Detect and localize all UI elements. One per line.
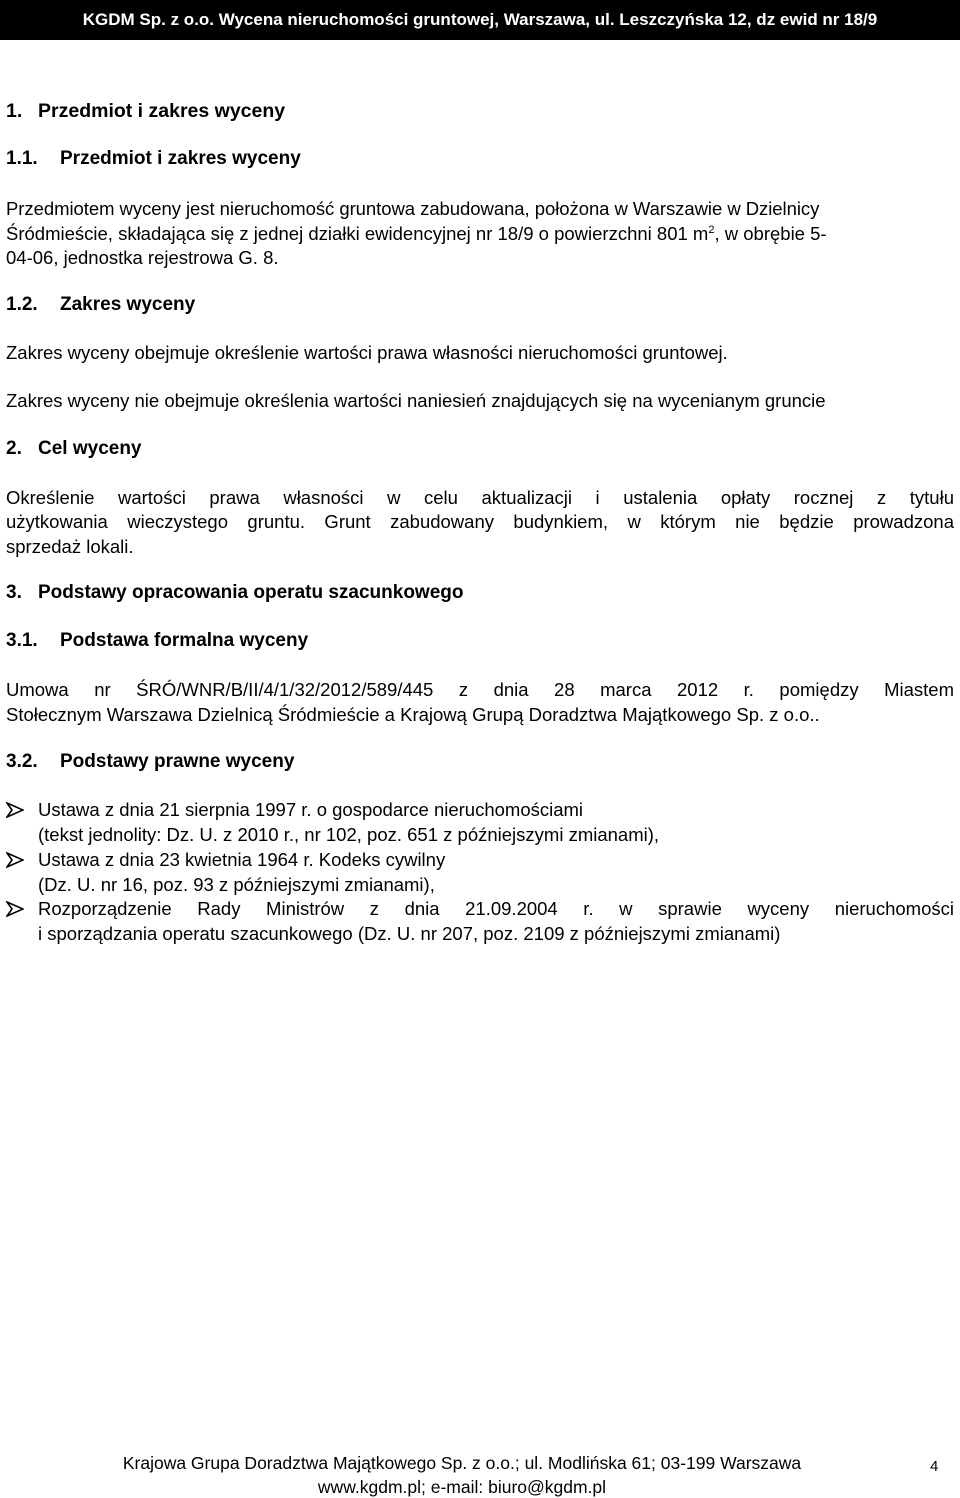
header-text: KGDM Sp. z o.o. Wycena nieruchomości gruntowej, Warszawa, ul. Leszczyńska 12, dz ewid nr 18/9 <box>82 10 878 29</box>
section-2-line-3: sprzedaż lokali. <box>6 536 134 557</box>
legal-basis-item-3-line-2: i sporządzania operatu szacunkowego (Dz. U. nr 207, poz. 2109 z późniejszymi zmianami) <box>38 923 781 944</box>
section-1-1-line-1: Przedmiotem wyceny jest nieruchomość gruntowa zabudowana, położona w Warszawie w Dzielnicy <box>6 198 820 219</box>
section-1-number: 1. <box>6 100 23 122</box>
legal-basis-item-2-line-2: (Dz. U. nr 16, poz. 93 z późniejszymi zmianami), <box>38 874 435 895</box>
arrow-bullet-icon <box>6 798 26 822</box>
section-1-2-heading <box>6 293 954 317</box>
section-3-2-heading <box>6 750 954 774</box>
section-3-1-heading <box>6 629 954 653</box>
section-1-1-line-2a: Śródmieście, składająca się z jednej działki ewidencyjnej nr 18/9 o powierzchni 801 m <box>6 223 709 244</box>
section-3-1-number: 3.1. <box>6 630 38 651</box>
section-1-1-line-2 <box>6 222 954 246</box>
section-1-1-title: Przedmiot i zakres wyceny <box>60 148 301 169</box>
section-2-title: Cel wyceny <box>38 438 142 459</box>
legal-basis-item-1-line-2: (tekst jednolity: Dz. U. z 2010 r., nr 102, poz. 651 z późniejszymi zmianami), <box>38 824 660 845</box>
section-3-2-title: Podstawy prawne wyceny <box>60 751 295 772</box>
page-header <box>0 0 960 40</box>
section-1-1-line-3: 04-06, jednostka rejestrowa G. 8. <box>6 247 279 268</box>
arrow-bullet-icon <box>6 848 26 872</box>
section-1-1-heading <box>6 147 954 171</box>
section-3-number: 3. <box>6 582 22 603</box>
footer-contact-line: www.kgdm.pl; e-mail: biuro@kgdm.pl <box>317 1477 607 1497</box>
section-2-line-1: Określenie wartości prawa własności w celu aktualizacji i ustalenia opłaty rocznej z tytułu <box>6 487 954 508</box>
arrow-bullet-icon <box>6 897 26 921</box>
section-3-2-number: 3.2. <box>6 751 38 772</box>
section-1-2-title: Zakres wyceny <box>60 294 196 315</box>
section-2-line-2: użytkowania wieczystego gruntu. Grunt zabudowany budynkiem, w którym nie będzie prowadzona <box>6 511 954 532</box>
section-1-1-number: 1.1. <box>6 148 38 169</box>
section-2-heading <box>6 437 954 461</box>
legal-basis-item-1-line-1: Ustawa z dnia 21 sierpnia 1997 r. o gospodarce nieruchomościami <box>38 799 584 820</box>
section-1-heading <box>6 99 954 123</box>
legal-basis-item-2-line-1: Ustawa z dnia 23 kwietnia 1964 r. Kodeks cywilny <box>38 849 446 870</box>
area-unit-superscript: 2 <box>708 223 715 236</box>
section-3-1-line-2: Stołecznym Warszawa Dzielnicą Śródmieście a Krajową Grupą Doradztwa Majątkowego Sp. z o.o.. <box>6 704 820 725</box>
section-3-title: Podstawy opracowania operatu szacunkowego <box>38 582 464 603</box>
section-3-heading <box>6 581 954 605</box>
section-1-2-para-1: Zakres wyceny obejmuje określenie wartości prawa własności nieruchomości gruntowej. <box>6 342 728 363</box>
legal-basis-item-3-line-1: Rozporządzenie Rady Ministrów z dnia 21.09.2004 r. w sprawie wyceny nieruchomości <box>38 898 954 919</box>
section-2-number: 2. <box>6 438 22 459</box>
page-number: 4 <box>930 1458 939 1475</box>
section-1-2-number: 1.2. <box>6 294 38 315</box>
section-3-1-line-1: Umowa nr ŚRÓ/WNR/B/II/4/1/32/2012/589/445 z dnia 28 marca 2012 r. pomiędzy Miastem <box>6 679 954 700</box>
section-1-2-para-2: Zakres wyceny nie obejmuje określenia wartości naniesień znajdujących się na wycenianym gruncie <box>6 390 826 411</box>
section-1-1-line-2b: , w obrębie 5- <box>714 223 827 244</box>
section-3-1-title: Podstawa formalna wyceny <box>60 630 309 651</box>
footer-company-line: Krajowa Grupa Doradztwa Majątkowego Sp. z o.o.; ul. Modlińska 61; 03-199 Warszawa <box>122 1453 802 1473</box>
section-1-title: Przedmiot i zakres wyceny <box>38 100 286 122</box>
